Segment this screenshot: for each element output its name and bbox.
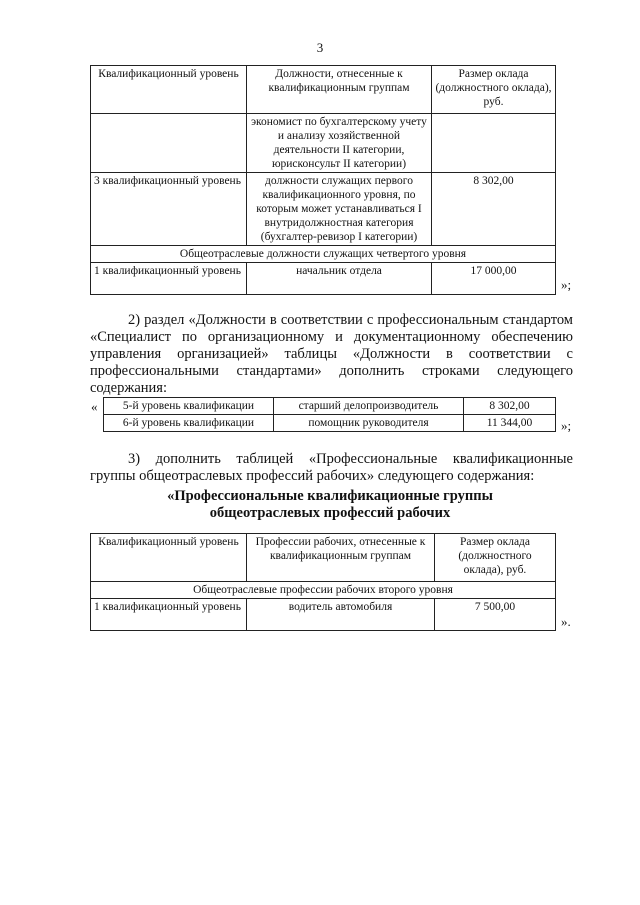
- header-salary: Размер оклада (должностного оклада), руб.: [435, 534, 556, 582]
- cell-salary: 7 500,00: [435, 599, 556, 631]
- cell-salary: 11 344,00: [464, 415, 556, 432]
- header-salary: Размер оклада (должностного оклада), руб.: [432, 66, 556, 114]
- cell-level: 1 квалификационный уровень: [91, 599, 247, 631]
- table-row: [104, 415, 556, 432]
- header-professions: Профессии рабочих, отнесенные к квалификационным группам: [247, 534, 435, 582]
- cell-positions: экономист по бухгалтерскому учету и анализу хозяйственной деятельности II категории, юрисконсульт II категории): [247, 114, 432, 173]
- cell-positions: должности служащих первого квалификационного уровня, по которым может устанавливаться I внутридолжностная категория (бухгалтер-ревизор I категории): [247, 173, 432, 246]
- page-number: 3: [316, 40, 324, 55]
- header-level: Квалификационный уровень: [91, 534, 247, 582]
- cell-salary: [432, 114, 556, 173]
- cell-level: 6-й уровень квалификации: [104, 415, 274, 432]
- salary-table-workers: [90, 533, 556, 631]
- cell-level: 3 квалификационный уровень: [91, 173, 247, 246]
- salary-table-standards: [103, 397, 556, 432]
- table3-closing-quote: ».: [561, 614, 571, 629]
- table3-heading-line1: «Профессиональные квалификационные группы: [167, 488, 493, 504]
- table2-closing-quote: »;: [561, 418, 572, 433]
- salary-table-servants: [90, 65, 556, 295]
- cell-positions: начальник отдела: [247, 263, 432, 295]
- group-title: Общеотраслевые должности служащих четвертого уровня: [91, 246, 556, 263]
- cell-salary: 8 302,00: [432, 173, 556, 246]
- paragraph-2: 2) раздел «Должности в соответствии с профессиональным стандартом «Специалист по организационному и документационному обеспечению управления организацией» таблицы «Должности в соответствии с профессиональными стандартами» дополнить строками следующего содержания:: [90, 312, 573, 396]
- table-header-row: [91, 66, 556, 114]
- table1-closing-quote: »;: [561, 277, 572, 292]
- cell-position: помощник руководителя: [274, 415, 464, 432]
- group-row: [91, 246, 556, 263]
- cell-level: 5-й уровень квалификации: [104, 398, 274, 415]
- header-level: Квалификационный уровень: [91, 66, 247, 114]
- table-row: [104, 398, 556, 415]
- table-row: [91, 599, 556, 631]
- table-row: [91, 173, 556, 246]
- cell-position: старший делопроизводитель: [274, 398, 464, 415]
- table-row: [91, 263, 556, 295]
- header-positions: Должности, отнесенные к квалификационным группам: [247, 66, 432, 114]
- table-row: [91, 114, 556, 173]
- table-header-row: [91, 534, 556, 582]
- cell-level: 1 квалификационный уровень: [91, 263, 247, 295]
- table2-opening-quote: «: [91, 399, 98, 414]
- group-title: Общеотраслевые профессии рабочих второго уровня: [91, 582, 556, 599]
- cell-level: [91, 114, 247, 173]
- cell-salary: 17 000,00: [432, 263, 556, 295]
- table3-heading-line2: общеотраслевых профессий рабочих: [209, 505, 451, 521]
- cell-salary: 8 302,00: [464, 398, 556, 415]
- cell-profession: водитель автомобиля: [247, 599, 435, 631]
- paragraph-3: 3) дополнить таблицей «Профессиональные квалификационные группы общеотраслевых профессий рабочих» следующего содержания:: [90, 451, 573, 484]
- group-row: [91, 582, 556, 599]
